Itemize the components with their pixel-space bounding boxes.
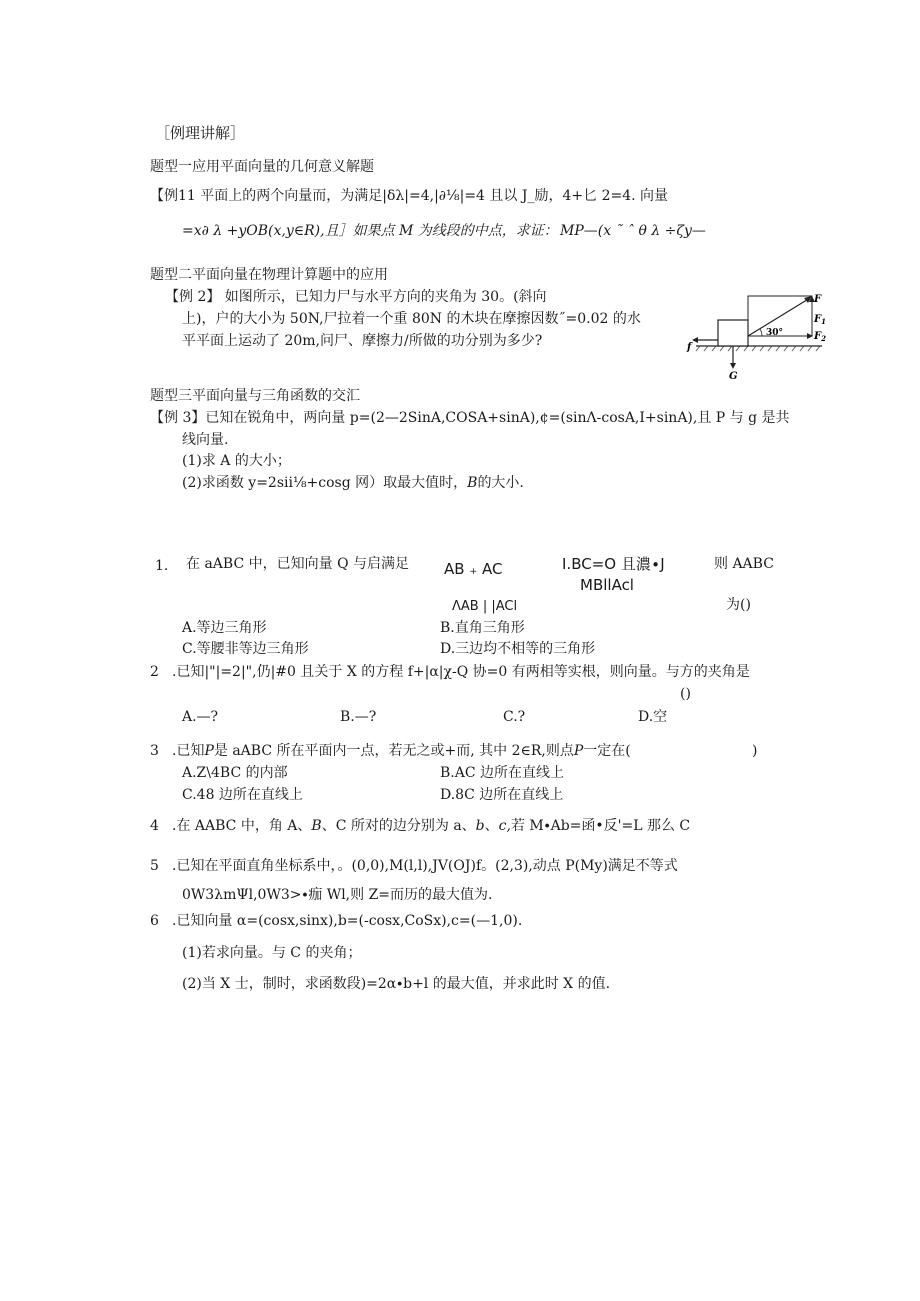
q4-stem-c: 、 bbox=[484, 818, 499, 834]
example3-sub1: (1)求 A 的大小； bbox=[182, 453, 291, 469]
gravity-arrowhead bbox=[730, 363, 736, 369]
type3-title: 题型三平面向量与三角函数的交汇 bbox=[150, 388, 360, 404]
q3-stem-P2: P bbox=[573, 743, 584, 759]
q1-fraction-top: AB ₊ AC bbox=[444, 560, 503, 578]
q3-close-paren: ) bbox=[752, 743, 758, 759]
q2-number: 2 bbox=[150, 664, 159, 680]
q3-number: 3 bbox=[150, 743, 159, 759]
q3-option-a[interactable]: A.Z\4BC 的内部 bbox=[182, 765, 288, 781]
q4-stem-cc: c, bbox=[498, 818, 511, 834]
q1-fraction-bottom: ΛAB | |ACl bbox=[452, 599, 518, 614]
type1-title: 题型一应用平面向量的几何意义解题 bbox=[150, 159, 374, 175]
section-header: ［例理讲解］ bbox=[155, 124, 246, 142]
q1-option-c[interactable]: C.等腰非等边三角形 bbox=[182, 641, 309, 657]
example1-line2b: MP—(x ˜ ˆ θ λ ÷ζy— bbox=[560, 223, 706, 239]
q3-stem-a: .已知 bbox=[172, 743, 205, 759]
q2-paren: () bbox=[680, 686, 691, 702]
q1-tail: 则 AABC bbox=[714, 556, 774, 572]
type2-title: 题型二平面向量在物理计算题中的应用 bbox=[150, 267, 388, 283]
q1-tail2: 为() bbox=[726, 597, 751, 613]
q1-option-a[interactable]: A.等边三角形 bbox=[182, 620, 267, 636]
q6-sub1: (1)若求向量。与 C 的夹角； bbox=[182, 945, 362, 961]
q3-option-d[interactable]: D.8C 边所在直线上 bbox=[440, 787, 564, 803]
q2-option-b[interactable]: B.—? bbox=[340, 709, 377, 725]
q6-stem: .已知向量 α=(cosx,sinx),b=(-cosx,CoSx),c=(—1,0). bbox=[172, 913, 523, 929]
q3-option-c[interactable]: C.48 边所在直线上 bbox=[182, 787, 303, 803]
q4-stem-a: .在 AABC 中，角 A、 bbox=[172, 818, 312, 834]
q3-stem-b: 是 aABC 所在平面内一点，若无之或+而, 其中 2∈R,则点 bbox=[213, 743, 574, 759]
wooden-block bbox=[718, 320, 748, 346]
q4-number: 4 bbox=[150, 818, 159, 834]
q2-option-a[interactable]: A.—? bbox=[182, 709, 219, 725]
q5-stem-line1: .已知在平面直角坐标系中，。(0,0),M(l,l),JV(OJ)f。(2,3),动点 P(My)满足不等式 bbox=[172, 858, 678, 874]
q5-stem-line2: 0W3λmΨl,0W3>∙痂 Wl,则 Z=而历的最大值为. bbox=[182, 887, 493, 903]
q5-number: 5 bbox=[150, 858, 159, 874]
example2-line1: 【例 2】 如图所示，已知力尸与水平方向的夹角为 30。(斜向 bbox=[165, 289, 547, 305]
q3-stem-P: P bbox=[204, 743, 214, 759]
example3-line1: 【例 3】已知在锐角中，两向量 p=(2—2SinA,COSA+sinA),¢=(sinΛ-cosA,I+sinA),且 P 与 g 是共 bbox=[150, 410, 790, 426]
example1-line1: 【例11 平面上的两个向量而，为满足|δλ|=4,|∂⅛|=4 且以 J_励，4+匕 2=4. 向量 bbox=[150, 188, 669, 204]
angle-arc bbox=[760, 329, 762, 336]
q1-stem: 在 aABC 中，已知向量 Q 与启满足 bbox=[186, 556, 409, 572]
q4-stem-B: B bbox=[311, 818, 322, 834]
q4-stem-bb: b bbox=[475, 818, 485, 834]
example1-line2a: =x∂ λ +yOB(x,y∈R),且］如果点 M 为线段的中点，求证： bbox=[182, 223, 558, 239]
q2-option-c[interactable]: C.? bbox=[503, 709, 526, 725]
q1-fraction-bottom-clip bbox=[452, 598, 532, 614]
example3-sub2-B: B bbox=[467, 475, 478, 491]
example3-sub2 bbox=[182, 474, 524, 492]
q3-stem bbox=[172, 742, 631, 760]
q1-condition-bottom: MBllAcl bbox=[580, 576, 634, 594]
example3-line2: 线向量. bbox=[182, 432, 229, 448]
q1-number: 1. bbox=[155, 558, 169, 574]
q3-option-b[interactable]: B.AC 边所在直线上 bbox=[440, 765, 565, 781]
friction-arrowhead bbox=[692, 337, 698, 343]
ground-hatch bbox=[696, 346, 820, 351]
label-f: f bbox=[687, 342, 692, 353]
q1-condition-top: I.BC=O 且濃∙J bbox=[562, 555, 665, 573]
q1-option-d[interactable]: D.三边均不相等的三角形 bbox=[440, 641, 596, 657]
q6-sub2: (2)当 X 士，制时，求函数段)=2α∙b+l 的最大值，并求此时 X 的值. bbox=[182, 976, 611, 992]
example2-line2: 上)，户的大小为 50N,尸拉着一个重 80N 的木块在摩擦因数˝=0.02 的水 bbox=[182, 311, 641, 327]
q3-stem-c: 一定在( bbox=[583, 743, 631, 759]
label-F1: $F_1$ bbox=[814, 314, 826, 326]
q2-stem: .已知|"|=2|",仍|#0 且关于 X 的方程 f+|α|χ-Q 协=0 有两相等实根，则向量。与方的夹角是 bbox=[172, 664, 750, 680]
q2-option-d[interactable]: D.空 bbox=[638, 709, 668, 725]
example3-sub2-text: (2)求函数 y=2sii⅛+cosg 网）取最大值时， bbox=[182, 475, 468, 491]
force-diagram bbox=[682, 290, 832, 380]
q4-stem-b: 、C 所对的边分别为 a、 bbox=[321, 818, 476, 834]
label-F2: $F_2$ bbox=[814, 331, 826, 343]
q4-stem-d: 若 M∙Ab=函•反'=L 那么 C bbox=[510, 818, 691, 834]
example3-sub2-tail: 的大小. bbox=[477, 475, 524, 491]
label-F: F bbox=[814, 294, 822, 305]
label-G: G bbox=[729, 371, 738, 382]
q6-number: 6 bbox=[150, 913, 159, 929]
q4-stem bbox=[172, 817, 690, 835]
q1-option-b[interactable]: B.直角三角形 bbox=[440, 620, 525, 636]
example2-line3: 平平面上运动了 20m,问尸、摩擦力/所做的功分别为多少? bbox=[182, 333, 543, 349]
label-angle: 30° bbox=[766, 328, 784, 338]
